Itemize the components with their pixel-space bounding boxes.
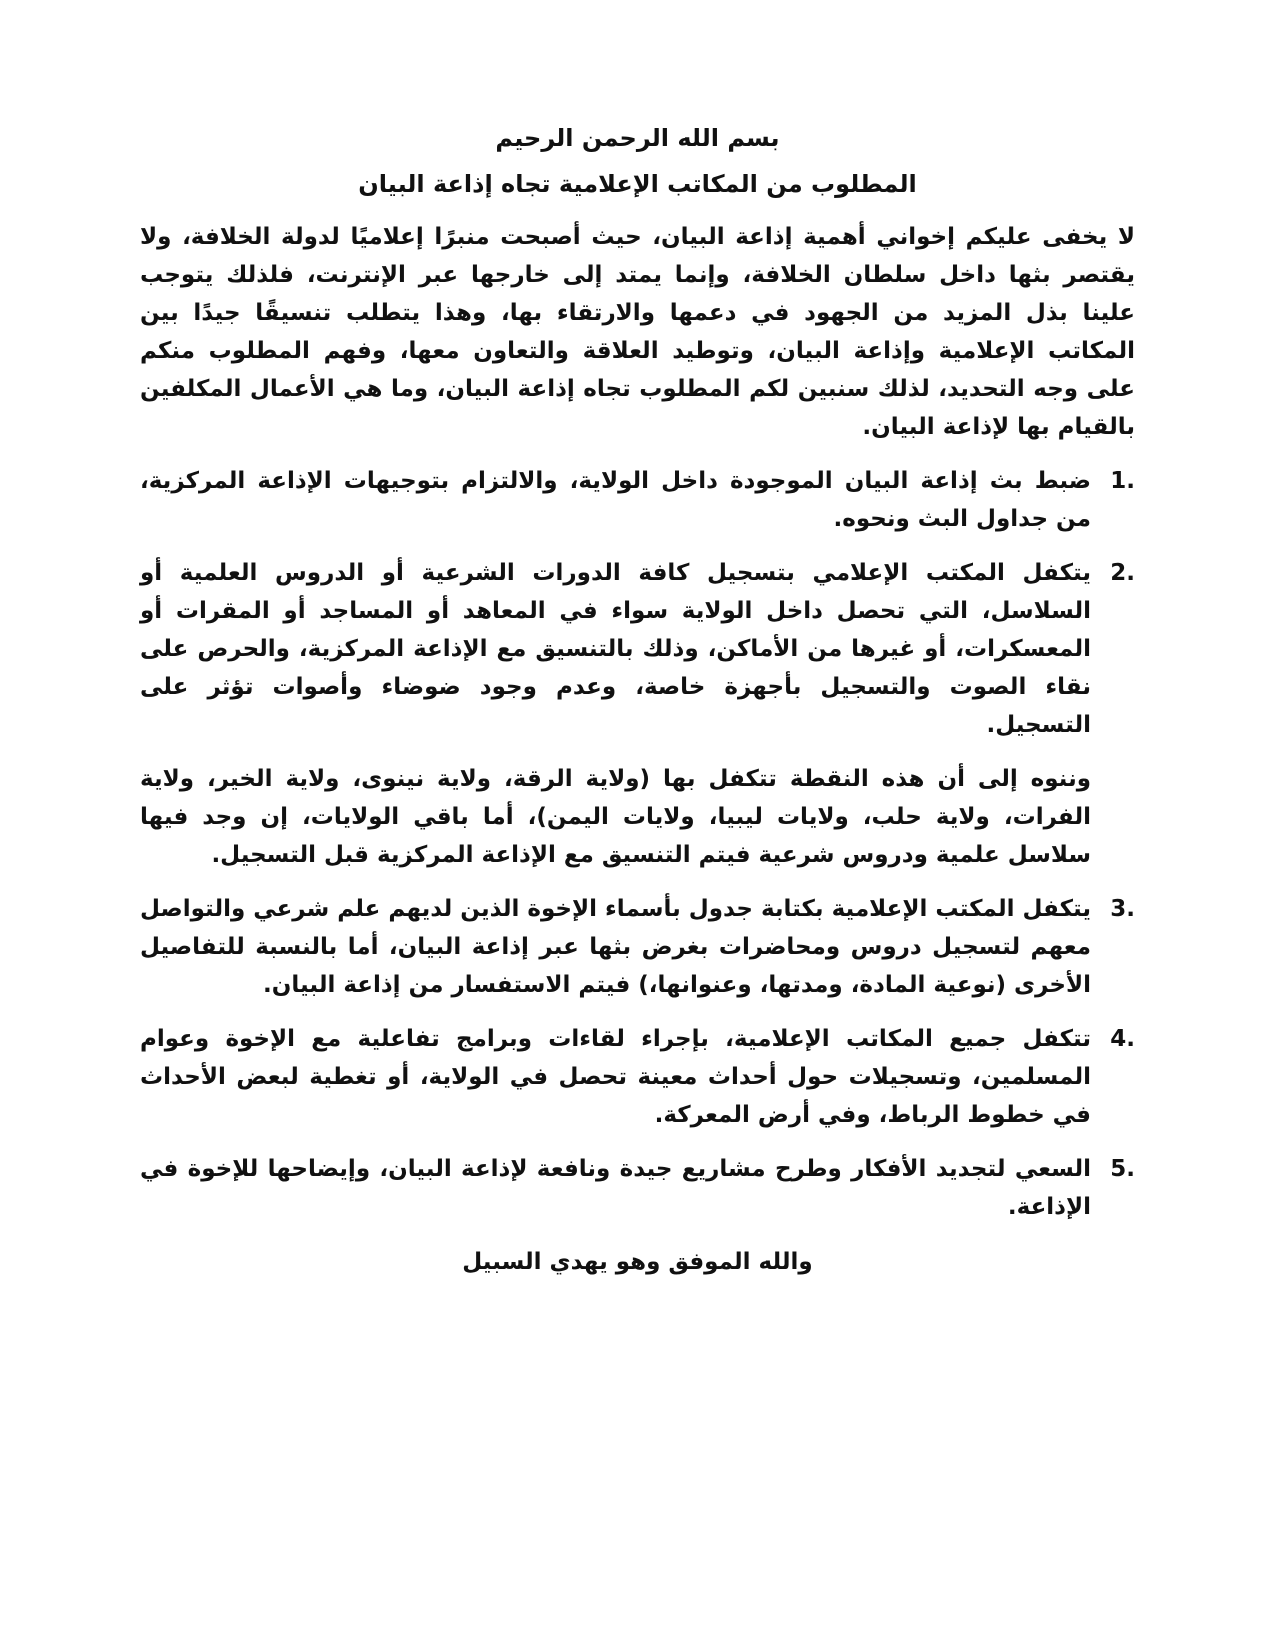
list-item-2 [140,554,1135,744]
list-item-text: تتكفل جميع المكاتب الإعلامية، بإجراء لقاءات وبرامج تفاعلية مع الإخوة وعوام المسلمين، وتسجيلات حول أحداث معينة تحصل في الولاية، أو تغطية لبعض الأحداث في خطوط الرباط، وفي أرض المعركة. [140,1026,1091,1128]
list-item-text: يتكفل المكتب الإعلامي بتسجيل كافة الدورات الشرعية أو الدروس العلمية أو السلاسل، التي تحصل داخل الولاية سواء في المعاهد أو المساجد أو المقرات أو المعسكرات، أو غيرها من الأماكن، وذلك بالتنسيق مع الإذاعة المركزية، والحرص على نقاء الصوت والتسجيل بأجهزة خاصة، وعدم وجود ضوضاء وأصوات تؤثر على التسجيل. [140,560,1091,738]
document-title: المطلوب من المكاتب الإعلامية تجاه إذاعة البيان [358,170,917,198]
list-item-1 [140,462,1135,538]
list-item-number: 5. [1110,1156,1135,1182]
list-item-3 [140,890,1135,1004]
list-item-4 [140,1020,1135,1134]
document-body [140,118,1135,1282]
list-item-number: 2. [1110,560,1135,586]
list-item-number: 3. [1110,896,1135,922]
list-item-text: يتكفل المكتب الإعلامية بكتابة جدول بأسماء الإخوة الذين لديهم علم شرعي والتواصل معهم لتسجيل دروس ومحاضرات بغرض بثها عبر إذاعة البيان، أما بالنسبة للتفاصيل الأخرى (نوعية المادة، ومدتها، وعنوانها،) فيتم الاستفسار من إذاعة البيان. [140,896,1091,998]
note-paragraph: وننوه إلى أن هذه النقطة تتكفل بها (ولاية الرقة، ولاية نينوى، ولاية الخير، ولاية الفرات، ولاية حلب، ولايات ليبيا، ولايات اليمن)، أما باقي الولايات، إن وجد فيها سلاسل علمية ودروس شرعية فيتم التنسيق مع الإذاعة المركزية قبل التسجيل. [140,766,1091,868]
list-item-5 [140,1150,1135,1226]
list-item-number: 4. [1110,1026,1135,1052]
list-item-text: السعي لتجديد الأفكار وطرح مشاريع جيدة ونافعة لإذاعة البيان، وإيضاحها للإخوة في الإذاعة. [140,1156,1091,1220]
intro-paragraph: لا يخفى عليكم إخواني أهمية إذاعة البيان، حيث أصبحت منبرًا إعلاميًا لدولة الخلافة، ولا يقتصر بثها داخل سلطان الخلافة، وإنما يمتد إلى خارجها عبر الإنترنت، فلذلك يتوجب علينا بذل المزيد من الجهود في دعمها والارتقاء بها، وهذا يتطلب تنسيقًا جيدًا بين المكاتب الإعلامية وإذاعة البيان، وتوطيد العلاقة والتعاون معها، وفهم المطلوب منكم على وجه التحديد، لذلك سنبين لكم المطلوب تجاه إذاعة البيان، وما هي الأعمال المكلفين بالقيام بها لإذاعة البيان. [140,224,1135,440]
basmala-heading: بسم الله الرحمن الرحيم [495,124,780,152]
list-item-text: ضبط بث إذاعة البيان الموجودة داخل الولاية، والالتزام بتوجيهات الإذاعة المركزية، من جداول البث ونحوه. [140,468,1091,532]
closing-line: والله الموفق وهو يهدي السبيل [462,1249,813,1275]
list-item-number: 1. [1110,468,1135,494]
